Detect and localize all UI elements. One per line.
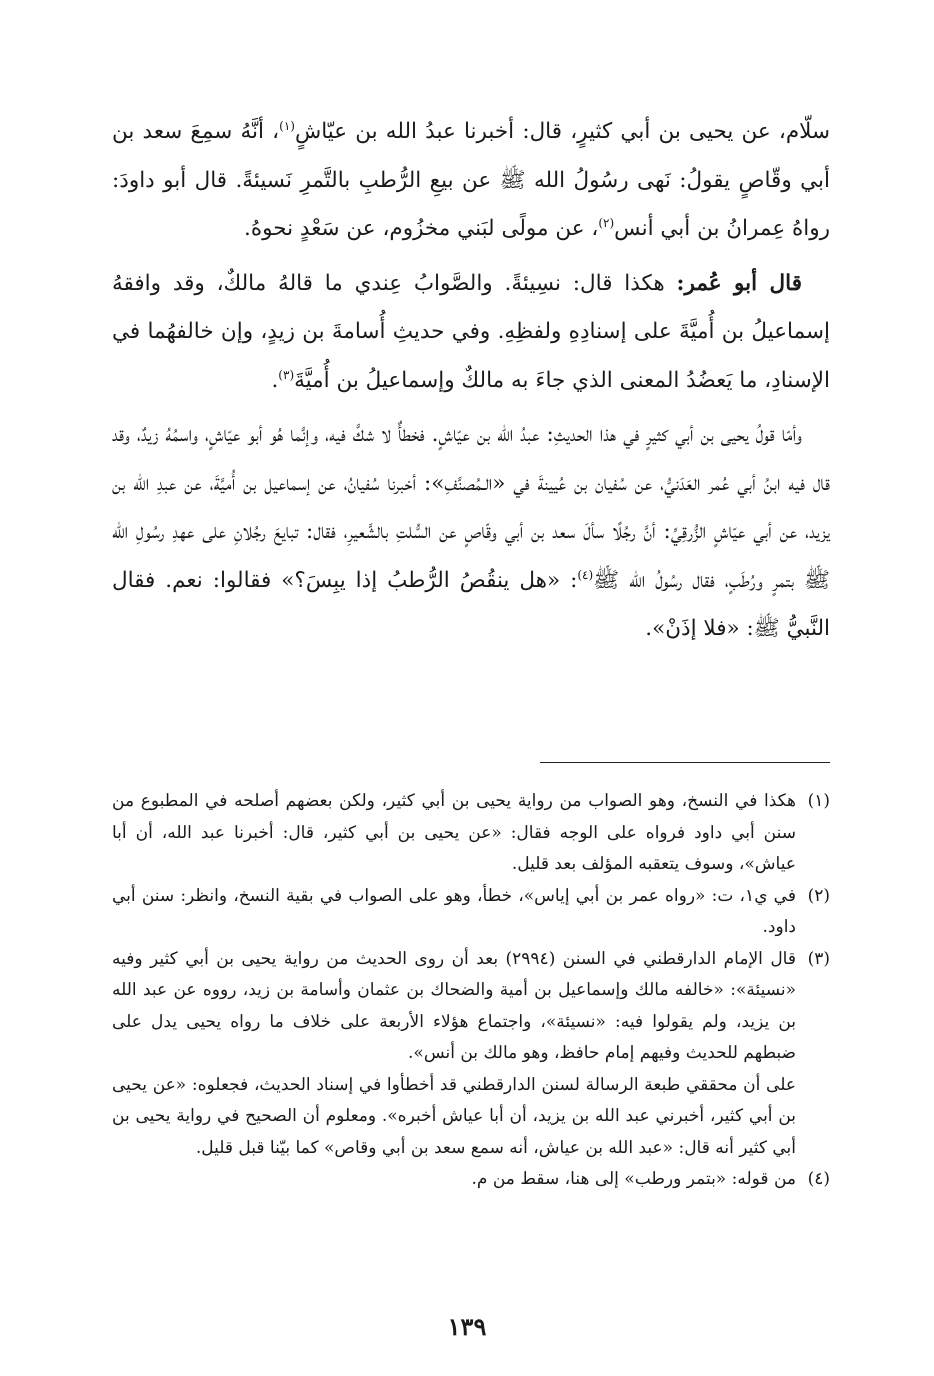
footnote-text: على أن محققي طبعة الرسالة لسنن الدارقطني قد أخطأوا في إسناد الحديث، فجعلوه: «عن يحيى بن أبي كثير، أخبرني عبد الله بن يزيد، أن أبا عياش أخبره». ومعلوم أن الصحيح في رواية يحيى بن أبي كثير أنه قال: «عبد الله بن عياش، أنه سمع سعد بن أبي وقاص» كما بيّنا قبل قليل. (112, 1074, 796, 1158)
footnote-3 (112, 944, 830, 1070)
text-span: . (271, 367, 279, 393)
footnote-text: قال الإمام الدارقطني في السنن (٢٩٩٤) بعد أن روى الحديث من رواية يحيى بن أبي كثير وفيه «نسيئة»: «خالفه مالك وإسماعيل بن أمية والضحاك بن عثمان وأسامة بن زيد، رووه عن عبد الله بن يزيد، ولم يقولوا فيه: «نسيئة»، واجتماع هؤلاء الأربعة على خلاف ما رواه يحيى يدل على ضبطهم للحديث وفيهم إمام حافظ، وهو مالك بن أنس». (112, 948, 796, 1063)
footnote-separator (540, 762, 830, 763)
paragraph-3 (112, 411, 830, 654)
footnote-text: في ي١، ت: «رواه عمر بن أبي إياس»، خطأ، وهو على الصواب في بقية النسخ، وانظر: سنن أبي داود. (112, 885, 796, 937)
footnote-number: (٤) (807, 1169, 830, 1189)
footnote-1 (112, 786, 830, 881)
text-span: ، عن مولًى لبَني مخزُوم، عن سَعْدٍ نحوهُ. (244, 216, 599, 241)
footnote-text: هكذا في النسخ، وهو الصواب من رواية يحيى بن أبي كثير، ولكن بعضهم أصلحه في المطبوع من سنن أبي داود فرواه على الوجه فقال: «عن يحيى بن أبي كثير، قال: أخبرنا عبد الله، أن أبا عياش»، وسوف يتعقبه المؤلف بعد قليل. (112, 791, 796, 874)
footnote-number: (٣) (807, 948, 830, 969)
footnote-text: من قوله: «بتمر ورطب» إلى هنا، سقط من م. (471, 1169, 796, 1189)
footnote-3-continued (112, 1070, 830, 1165)
footnote-ref-3[interactable]: (٣) (278, 367, 295, 382)
main-text (112, 108, 830, 654)
paragraph-2 (112, 260, 830, 406)
text-span: وأمّا قولُ يحيى بن أبي كثيرٍ في هذا الحديثِ: عبدُ الله بن عيّاشٍ. فخطأٌ لا شكَّ فيه، وإنَّما هُو أبو عيّاشٍ، واسمُهُ زيدٌ، وقد قال فيه ابنُ أبي عُمر العَدَنيُّ، عن سُفيان بن عُيينةَ في «الـمُصنَّفِ»: أخبرنا سُفيانُ، عن إسماعيل بن أُميَّةَ، عن عبدِ الله بن يزيد، عن أبي عيّاشٍ الزُّرقِيِّ: أنَّ رجُلًا سألَ سعد بن أبي وقّاصٍ عن السُّلتِ بالشَّعيرِ، فقال: تبايعَ رجُلانِ على عهدِ رسُولِ الله ﷺ بتمرٍ ورُطَبٍ، فقال رسُولُ الله ﷺ (112, 422, 830, 593)
text-span: هكذا قال: نسِيئةً. والصَّوابُ عِندي ما قالهُ مالكٌ، وقد وافقهُ إسماعيلُ بن أُميَّةَ على إسنادِهِ ولفظِهِ. وفي حديثِ أُسامةَ بن زيدٍ، وإن خالفهُما في الإسنادِ، ما يَعضُدُ المعنى الذي جاءَ به مالكٌ وإسماعيلُ بن أُميَّةَ (112, 270, 830, 393)
text-span: سلّام، عن يحيى بن أبي كثيرٍ، قال: أخبرنا عبدُ الله بن عيّاشٍ (294, 119, 830, 144)
footnote-ref-2[interactable]: (٢) (598, 215, 615, 230)
page-number: ١٣٩ (447, 1312, 487, 1341)
paragraph-1 (112, 108, 830, 254)
text-span: ، أنَّهُ سمِعَ سعد بن أبي وقّاصٍ يقولُ: نَهى رسُولُ الله ﷺ عن بيعِ الرُّطبِ بالتَّمرِ نَسيئةً. قال أبو داودَ: رواهُ عِمرانُ بن أبي أنس (112, 119, 830, 241)
footnote-ref-1[interactable]: (١) (279, 118, 295, 133)
page-content (112, 108, 830, 1189)
footnotes (112, 786, 830, 1196)
footnote-2 (112, 881, 830, 944)
text-span: : «هل ينقُصُ الرُّطبُ إذا يبِسَ؟» فقالوا: نعم. فقال النَّبيُّ ﷺ: «فلا إذَنْ». (112, 567, 830, 641)
footnote-4 (112, 1164, 830, 1196)
speaker-label: قال أبو عُمر: (676, 270, 802, 296)
footnote-number: (٢) (807, 885, 830, 906)
footnote-number: (١) (807, 791, 830, 811)
footnote-ref-4[interactable]: (٤) (577, 567, 594, 582)
